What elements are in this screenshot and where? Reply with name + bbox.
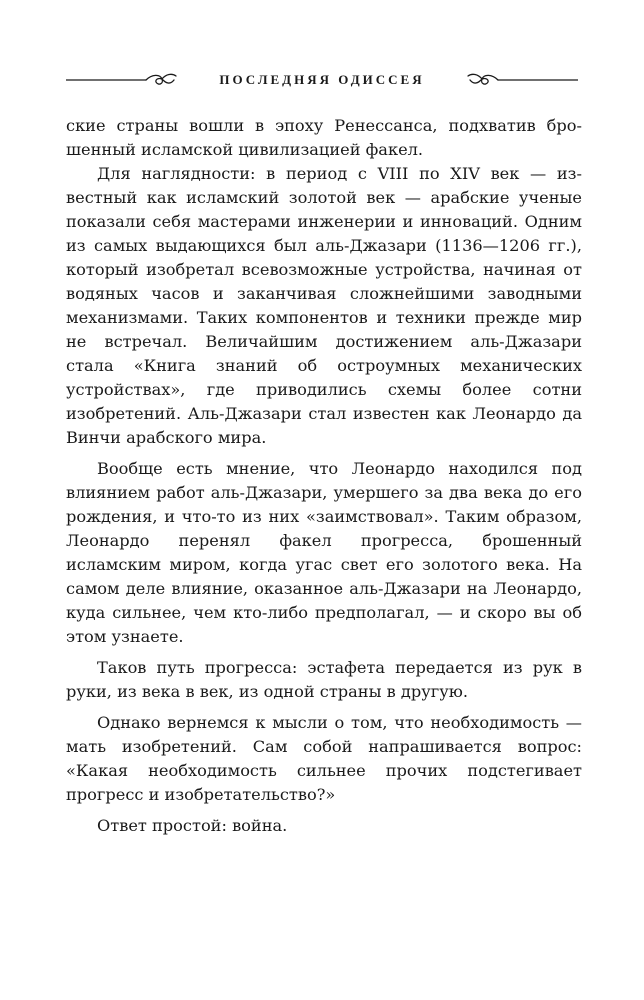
page-body (66, 114, 582, 838)
paragraph: Таков путь прогресса: эстафета передается из рук в руки, из века в век, из одной страны в другую. (66, 658, 582, 701)
paragraph: ские страны вошли в эпоху Ренессанса, подхватив брошенный исламской цивилизацией факел. (66, 116, 582, 159)
paragraph: Вообще есть мнение, что Леонардо находился под влиянием работ аль-Джазари, умершего за два века до его рождения, и что-то из них «заимствовал». Таким образом, Леонардо перенял факел прогресса, брошенный исламским миром, когда угас свет его золотого века. На самом деле влияние, оказанное аль-Джазари на Леонардо, куда сильнее, чем кто-либо предполагал, — и скоро вы об этом узнаете. (66, 459, 582, 646)
running-title: ПОСЛЕДНЯЯ ОДИССЕЯ (219, 72, 425, 87)
paragraph: Для наглядности: в период с VIII по XIV век — известный как исламский золотой век — арабские ученые показали себя мастерами инженерии и инноваций. Одним из самых выдающихся был аль-Джазари (1136—1206 гг.), который изобретал всевозможные устройства, начиная от водяных часов и заканчивая сложнейшими заводными механизмами. Таких компонентов и техники прежде мир не встречал. Величайшим достижением аль-Джазари стала «Книга знаний об остроумных механических устройствах», где приводились схемы более сотни изобретений. Аль-Джазари стал известен как Леонардо да Винчи арабского мира. (66, 164, 582, 447)
running-header (66, 62, 578, 98)
paragraph: Ответ простой: война. (97, 816, 288, 835)
paragraph: Однако вернемся к мысли о том, что необходимость — мать изобретений. Сам собой напрашивается вопрос: «Какая необходимость сильнее прочих подстегивает прогресс и изобретательство?» (66, 713, 582, 804)
